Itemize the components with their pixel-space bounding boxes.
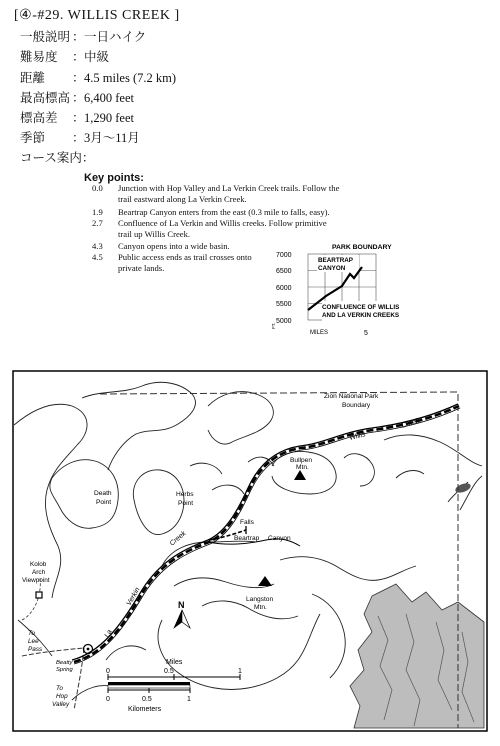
profile-confluence-label: CONFLUENCE OF WILLIS	[322, 304, 400, 311]
key-point-mile: 4.5	[92, 252, 103, 262]
herbs-point-label: Point	[178, 500, 194, 507]
scale-mile-tick: 1	[238, 668, 242, 675]
canyon-label: Canyon	[268, 535, 291, 542]
scale-km-tick: 1	[187, 696, 191, 703]
profile-y-tick: 5500	[276, 301, 292, 308]
willis-creek-label: Creek	[400, 417, 421, 430]
profile-top-label: PARK BOUNDARY	[332, 244, 392, 251]
scale-km-tick: 0.5	[142, 696, 152, 703]
trail-map	[12, 370, 488, 732]
info-value: 1,290 feet	[84, 111, 134, 125]
trailhead-dot	[87, 648, 90, 651]
beatty-spring-label: Beatty	[56, 660, 73, 666]
info-value: 3月～11月	[84, 131, 140, 145]
key-point-item	[92, 252, 272, 273]
scale-mile-tick: 0.5	[164, 668, 174, 675]
info-row-elevation-gain: 標高差 ：1,290 feet	[20, 108, 134, 126]
info-row-description: 一般説明 ：一日ハイク	[20, 27, 146, 45]
key-point-text: Junction with Hop Valley and La Verkin Creek trails. Follow the trail eastward along La Verkin Creek.	[118, 183, 340, 204]
key-point-mile: 2.7	[92, 218, 103, 228]
profile-x-tick: 5	[364, 330, 368, 337]
info-label: 距離	[20, 71, 46, 85]
info-row-difficulty: 難易度 ：中級	[20, 47, 109, 65]
kolob-arch-label: Kolob	[30, 561, 47, 568]
key-point-text: Beartrap Canyon enters from the east (0.3 mile to falls, easy).	[118, 207, 330, 217]
to-hop-valley-label: Hop	[56, 693, 68, 700]
bullpen-mtn-label: Mtn.	[296, 464, 309, 471]
profile-canyon-label: CANYON	[318, 265, 346, 272]
park-boundary-label: Boundary	[342, 402, 371, 409]
profile-y-tick: 6000	[276, 285, 292, 292]
death-point-label: Death	[94, 490, 112, 497]
to-lee-pass-label: Lee	[28, 638, 39, 645]
to-hop-valley-label: Valley	[52, 701, 70, 708]
info-row-max-elevation: 最高標高 ：6,400 feet	[20, 88, 134, 106]
beartrap-label: Beartrap	[234, 535, 260, 542]
langston-mtn-label: Mtn.	[254, 604, 267, 611]
to-hop-valley-label: To	[56, 685, 63, 692]
beatty-spring-label: Spring	[56, 667, 73, 673]
la-verkin-creek-label: Creek	[168, 530, 188, 548]
info-row-distance: 距離 ：4.5 miles (7.2 km)	[20, 68, 176, 86]
info-label: 一般説明	[20, 30, 71, 44]
willis-creek-label: Willis	[348, 431, 367, 442]
key-point-item	[92, 183, 342, 204]
la-verkin-creek-label: La	[103, 628, 114, 639]
elevation-profile	[270, 238, 450, 348]
kolob-arch-label: Viewpoint	[22, 577, 50, 584]
info-label: 季節	[20, 131, 46, 145]
herbs-point-label: Herbs	[176, 491, 194, 498]
north-label: N	[178, 600, 185, 610]
profile-y-unit: FT.	[271, 322, 276, 329]
viewpoint-marker	[36, 592, 42, 598]
to-lee-pass-label: Pass	[28, 646, 43, 653]
key-point-text: Public access ends as trail crosses onto private lands.	[118, 252, 252, 273]
langston-mtn-label: Langston	[246, 596, 274, 603]
info-value: 4.5 miles (7.2 km)	[84, 71, 177, 85]
key-point-mile: 0.0	[92, 183, 103, 193]
info-label: 最高標高	[20, 91, 71, 105]
key-point-item	[92, 218, 342, 239]
profile-y-tick: 5000	[276, 318, 292, 325]
info-row-season: 季節 ：3月～11月	[20, 128, 140, 146]
profile-y-tick: 6500	[276, 268, 292, 275]
profile-y-tick: 7000	[276, 252, 292, 259]
key-point-mile: 1.9	[92, 207, 103, 217]
profile-canyon-label: BEARTRAP	[318, 257, 353, 264]
scale-km-label: Kilometers	[128, 706, 162, 713]
key-point-text: Confluence of La Verkin and Willis creeks. Follow primitive trail up Willis Creek.	[118, 218, 327, 239]
death-point-label: Point	[96, 499, 112, 506]
info-value: 6,400 feet	[84, 91, 134, 105]
park-boundary-label: Zion National Park	[324, 393, 379, 400]
scale-km-tick: 0	[106, 696, 110, 703]
profile-confluence-label: AND LA VERKIN CREEKS	[322, 312, 400, 319]
info-value: 一日ハイク	[84, 30, 147, 44]
info-value: 中級	[84, 50, 110, 64]
info-label: 難易度	[20, 50, 58, 64]
bullpen-mtn-label: Bullpen	[290, 457, 312, 464]
falls-label: Falls	[240, 519, 254, 526]
page-title: [④-#29. WILLIS CREEK ]	[14, 8, 180, 23]
key-point-text: Canyon opens into a wide basin.	[118, 241, 230, 251]
course-guide-label: コース案内：	[20, 151, 95, 165]
to-lee-pass-label: To	[28, 630, 35, 637]
info-label: 標高差	[20, 111, 58, 125]
scale-mile-tick: 0	[106, 668, 110, 675]
profile-x-label: MILES	[310, 330, 329, 336]
key-point-mile: 4.3	[92, 241, 103, 251]
key-points-title: Key points:	[84, 172, 144, 184]
la-verkin-creek-label: Verkin	[125, 586, 142, 607]
key-point-item	[92, 207, 342, 218]
scale-miles-label: Miles	[166, 659, 183, 666]
kolob-arch-label: Arch	[32, 569, 46, 576]
